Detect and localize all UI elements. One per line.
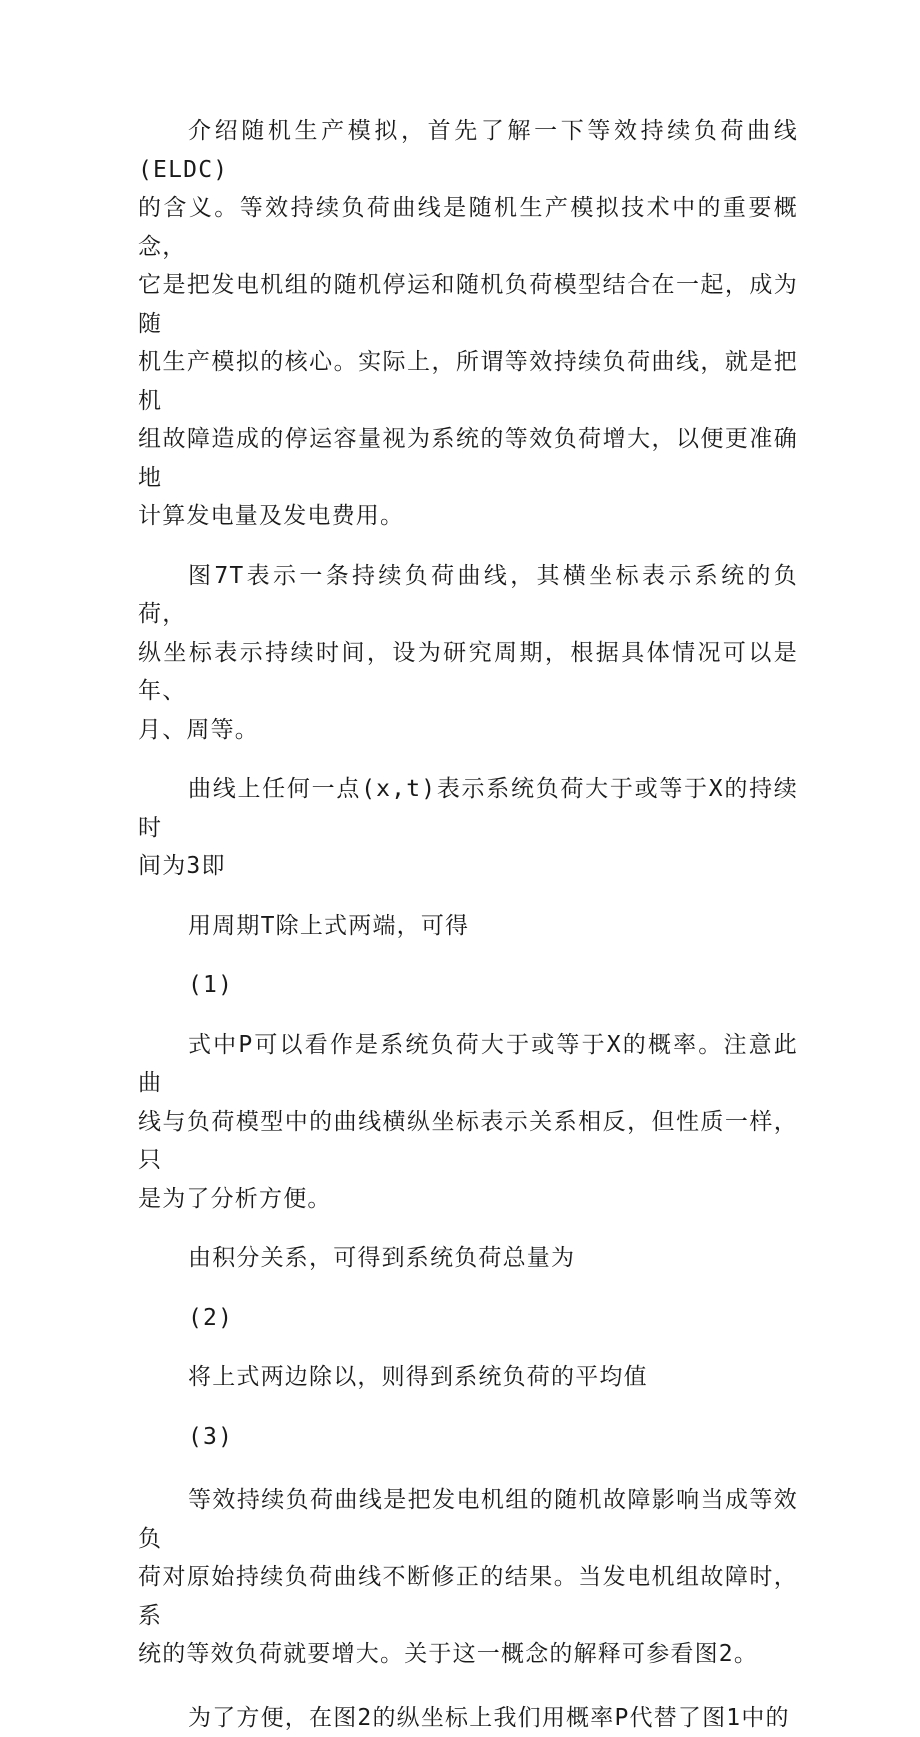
paragraph-integral-relation	[138, 1239, 798, 1278]
text-line: (2)	[188, 1305, 233, 1331]
equation-label-2	[138, 1299, 798, 1338]
text-line: (3)	[188, 1424, 233, 1450]
text-line: 机生产模拟的核心。实际上，所谓等效持续负荷曲线，就是把机	[138, 349, 798, 414]
paragraph-equivalent-load	[138, 1481, 798, 1674]
text-line: 用周期T除上式两端，可得	[188, 913, 469, 939]
paragraph-curve-point	[138, 770, 798, 886]
paragraph-probability-note	[138, 1026, 798, 1219]
text-line: 纵坐标表示持续时间，设为研究周期，根据具体情况可以是年、	[138, 640, 798, 705]
paragraph-average-load	[138, 1358, 798, 1397]
text-line: 曲线上任何一点(x,t)表示系统负荷大于或等于X的持续时	[138, 776, 798, 841]
text-line: 介绍随机生产模拟，首先了解一下等效持续负荷曲线(ELDC)	[138, 118, 798, 183]
paragraph-eldc-intro	[138, 112, 798, 536]
equation-label-1	[138, 966, 798, 1005]
text-line: 图7T表示一条持续负荷曲线，其横坐标表示系统的负荷，	[138, 563, 798, 628]
text-line: 间为3即	[138, 853, 226, 879]
text-line: 组故障造成的停运容量视为系统的等效负荷增大，以便更准确地	[138, 426, 798, 491]
text-line: 它是把发电机组的随机停运和随机负荷模型结合在一起，成为随	[138, 272, 798, 337]
equation-label-3	[138, 1418, 798, 1457]
text-line: (1)	[188, 972, 233, 998]
text-line: 是为了分析方便。	[138, 1186, 332, 1212]
text-line: 线与负荷模型中的曲线横纵坐标表示关系相反，但性质一样，只	[138, 1109, 798, 1174]
paragraph-divide-period	[138, 907, 798, 946]
text-line: 等效持续负荷曲线是把发电机组的随机故障影响当成等效负	[138, 1487, 798, 1552]
text-line: 月、周等。	[138, 717, 259, 743]
text-line: 荷对原始持续负荷曲线不断修正的结果。当发电机组故障时，系	[138, 1564, 798, 1629]
paragraph-figure-description	[138, 557, 798, 750]
text-line: 计算发电量及发电费用。	[138, 503, 404, 529]
text-line: 由积分关系，可得到系统负荷总量为	[188, 1245, 575, 1271]
text-line: 的含义。等效持续负荷曲线是随机生产模拟技术中的重要概念，	[138, 195, 798, 260]
text-line: 式中P可以看作是系统负荷大于或等于X的概率。注意此曲	[138, 1032, 798, 1097]
text-line: 统的等效负荷就要增大。关于这一概念的解释可参看图2。	[138, 1641, 758, 1667]
paragraph-figure2-note	[138, 1699, 798, 1737]
text-line: 将上式两边除以，则得到系统负荷的平均值	[188, 1364, 648, 1390]
text-line: 为了方便，在图2的纵坐标上我们用概率P代替了图1中的	[188, 1705, 790, 1731]
document-body	[138, 112, 798, 1737]
